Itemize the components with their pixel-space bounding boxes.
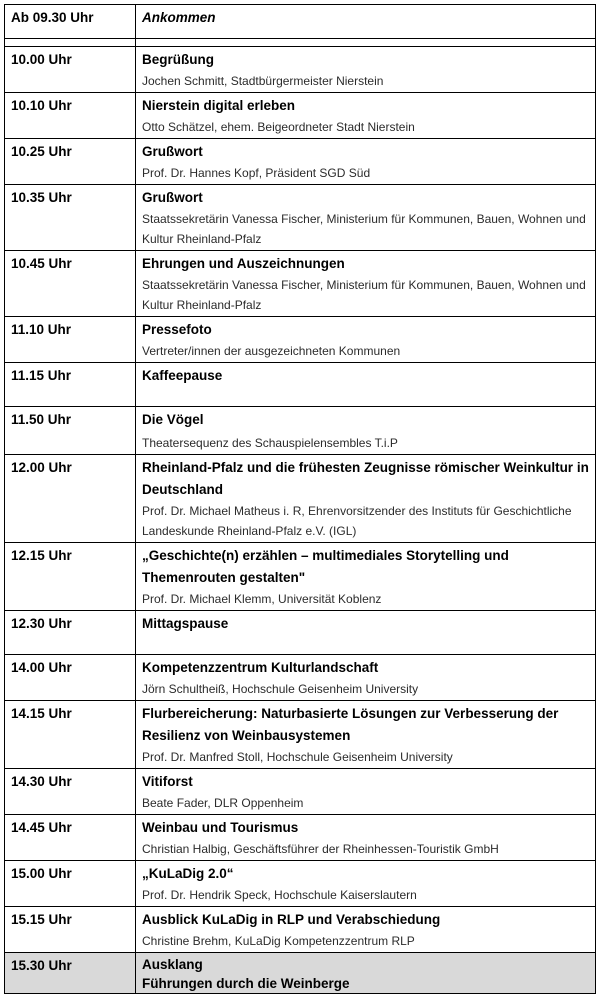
session-title: Pressefoto: [142, 322, 212, 337]
session-time: 14.15 Uhr: [11, 706, 72, 721]
spacer-cell: [136, 39, 596, 47]
spacer-cell: [5, 39, 136, 47]
table-row: [5, 701, 596, 769]
session-cell: [136, 861, 596, 907]
session-cell: [136, 815, 596, 861]
table-row: [5, 93, 596, 139]
time-cell: [5, 655, 136, 701]
session-speaker: Prof. Dr. Hannes Kopf, Präsident SGD Süd: [142, 166, 371, 180]
header-time: Ab 09.30 Uhr: [11, 10, 94, 25]
table-row: [5, 139, 596, 185]
session-speaker: Staatssekretärin Vanessa Fischer, Ministerium für Kommunen, Bauen, Wohnen und Kultur Rheinland-Pfalz: [142, 212, 586, 246]
table-row: [5, 543, 596, 611]
session-cell: [136, 455, 596, 543]
session-time: 12.15 Uhr: [11, 548, 72, 563]
session-cell: [136, 611, 596, 655]
table-row: [5, 455, 596, 543]
session-title: Rheinland-Pfalz und die frühesten Zeugnisse römischer Weinkultur in Deutschland: [142, 460, 589, 497]
session-time: 10.00 Uhr: [11, 52, 72, 67]
time-cell: [5, 407, 136, 455]
session-cell: [136, 317, 596, 363]
session-cell: [136, 185, 596, 251]
session-speaker: Theatersequenz des Schauspielensembles T.i.P: [142, 436, 398, 450]
session-cell: [136, 701, 596, 769]
table-row: [5, 47, 596, 93]
session-speaker: Vertreter/innen der ausgezeichneten Kommunen: [142, 344, 401, 358]
time-cell: [5, 769, 136, 815]
session-cell: [136, 953, 596, 994]
session-cell: [136, 139, 596, 185]
session-time: 11.15 Uhr: [11, 368, 72, 383]
session-title: Ehrungen und Auszeichnungen: [142, 256, 345, 271]
table-row: [5, 185, 596, 251]
session-time: 11.50 Uhr: [11, 412, 72, 427]
session-time: 10.10 Uhr: [11, 98, 72, 113]
time-cell: [5, 543, 136, 611]
table-row: [5, 815, 596, 861]
session-title: Flurbereicherung: Naturbasierte Lösungen zur Verbesserung der Resilienz von Weinbausystemen: [142, 706, 559, 743]
session-time: 14.00 Uhr: [11, 660, 72, 675]
session-time: 14.45 Uhr: [11, 820, 72, 835]
time-cell: [5, 953, 136, 994]
session-time: 14.30 Uhr: [11, 774, 72, 789]
session-title: „Geschichte(n) erzählen – multimediales Storytelling und Themenrouten gestalten": [142, 548, 509, 585]
session-title: Ausklang: [142, 957, 203, 972]
session-speaker: Staatssekretärin Vanessa Fischer, Ministerium für Kommunen, Bauen, Wohnen und Kultur Rheinland-Pfalz: [142, 278, 586, 312]
session-speaker: [142, 635, 591, 636]
schedule-table: [4, 4, 596, 994]
table-row: [5, 769, 596, 815]
time-cell: [5, 815, 136, 861]
session-time: 12.30 Uhr: [11, 616, 72, 631]
table-row: [5, 407, 596, 455]
time-cell: [5, 139, 136, 185]
time-cell: [5, 93, 136, 139]
final-row: [5, 953, 596, 994]
session-title: Die Vögel: [142, 412, 204, 427]
table-row: [5, 317, 596, 363]
session-title-line2: Führungen durch die Weinberge: [142, 976, 350, 991]
time-cell: [5, 317, 136, 363]
table-row: [5, 907, 596, 953]
session-title: Begrüßung: [142, 52, 214, 67]
session-speaker: Christine Brehm, KuLaDig Kompetenzzentrum RLP: [142, 934, 415, 948]
schedule-header-row: [5, 5, 596, 39]
session-time: 15.30 Uhr: [11, 958, 72, 973]
time-cell: [5, 455, 136, 543]
session-speaker: Jochen Schmitt, Stadtbürgermeister Nierstein: [142, 74, 384, 88]
table-row: [5, 611, 596, 655]
time-cell: [5, 611, 136, 655]
session-cell: [136, 251, 596, 317]
header-title-cell: [136, 5, 596, 39]
session-title: Vitiforst: [142, 774, 193, 789]
session-title: Kompetenzzentrum Kulturlandschaft: [142, 660, 379, 675]
session-time: 10.35 Uhr: [11, 190, 72, 205]
session-speaker: Prof. Dr. Manfred Stoll, Hochschule Geisenheim University: [142, 750, 453, 764]
time-cell: [5, 47, 136, 93]
session-cell: [136, 93, 596, 139]
header-time-cell: [5, 5, 136, 39]
session-title: Grußwort: [142, 190, 203, 205]
session-cell: [136, 907, 596, 953]
session-speaker: Christian Halbig, Geschäftsführer der Rheinhessen-Touristik GmbH: [142, 842, 499, 856]
session-cell: [136, 407, 596, 455]
session-speaker: Prof. Dr. Michael Klemm, Universität Koblenz: [142, 592, 382, 606]
session-title: Weinbau und Tourismus: [142, 820, 299, 835]
session-title: Grußwort: [142, 144, 203, 159]
time-cell: [5, 185, 136, 251]
session-title: Mittagspause: [142, 616, 229, 631]
session-title: Kaffeepause: [142, 368, 223, 383]
session-title: Nierstein digital erleben: [142, 98, 296, 113]
session-time: 10.45 Uhr: [11, 256, 72, 271]
session-title: „KuLaDig 2.0“: [142, 866, 234, 881]
session-time: 11.10 Uhr: [11, 322, 72, 337]
session-cell: [136, 769, 596, 815]
table-row: [5, 655, 596, 701]
schedule-spacer-row: [5, 39, 596, 47]
table-row: [5, 861, 596, 907]
time-cell: [5, 861, 136, 907]
session-speaker: Prof. Dr. Hendrik Speck, Hochschule Kaiserslautern: [142, 888, 417, 902]
session-title: Ausblick KuLaDig in RLP und Verabschiedung: [142, 912, 441, 927]
session-speaker: Jörn Schultheiß, Hochschule Geisenheim University: [142, 682, 419, 696]
session-time: 15.00 Uhr: [11, 866, 72, 881]
session-speaker: Otto Schätzel, ehem. Beigeordneter Stadt Nierstein: [142, 120, 415, 134]
table-row: [5, 251, 596, 317]
time-cell: [5, 251, 136, 317]
header-title: Ankommen: [142, 10, 216, 25]
session-speaker: Beate Fader, DLR Oppenheim: [142, 796, 304, 810]
session-time: 12.00 Uhr: [11, 460, 72, 475]
session-speaker: [142, 387, 591, 388]
session-time: 10.25 Uhr: [11, 144, 72, 159]
time-cell: [5, 907, 136, 953]
session-time: 15.15 Uhr: [11, 912, 72, 927]
session-cell: [136, 655, 596, 701]
session-cell: [136, 543, 596, 611]
session-speaker: Prof. Dr. Michael Matheus i. R, Ehrenvorsitzender des Instituts für Geschichtliche Landeskunde Rheinland-Pfalz e.V. (IGL): [142, 504, 572, 538]
session-cell: [136, 47, 596, 93]
table-row: [5, 363, 596, 407]
session-cell: [136, 363, 596, 407]
time-cell: [5, 363, 136, 407]
time-cell: [5, 701, 136, 769]
